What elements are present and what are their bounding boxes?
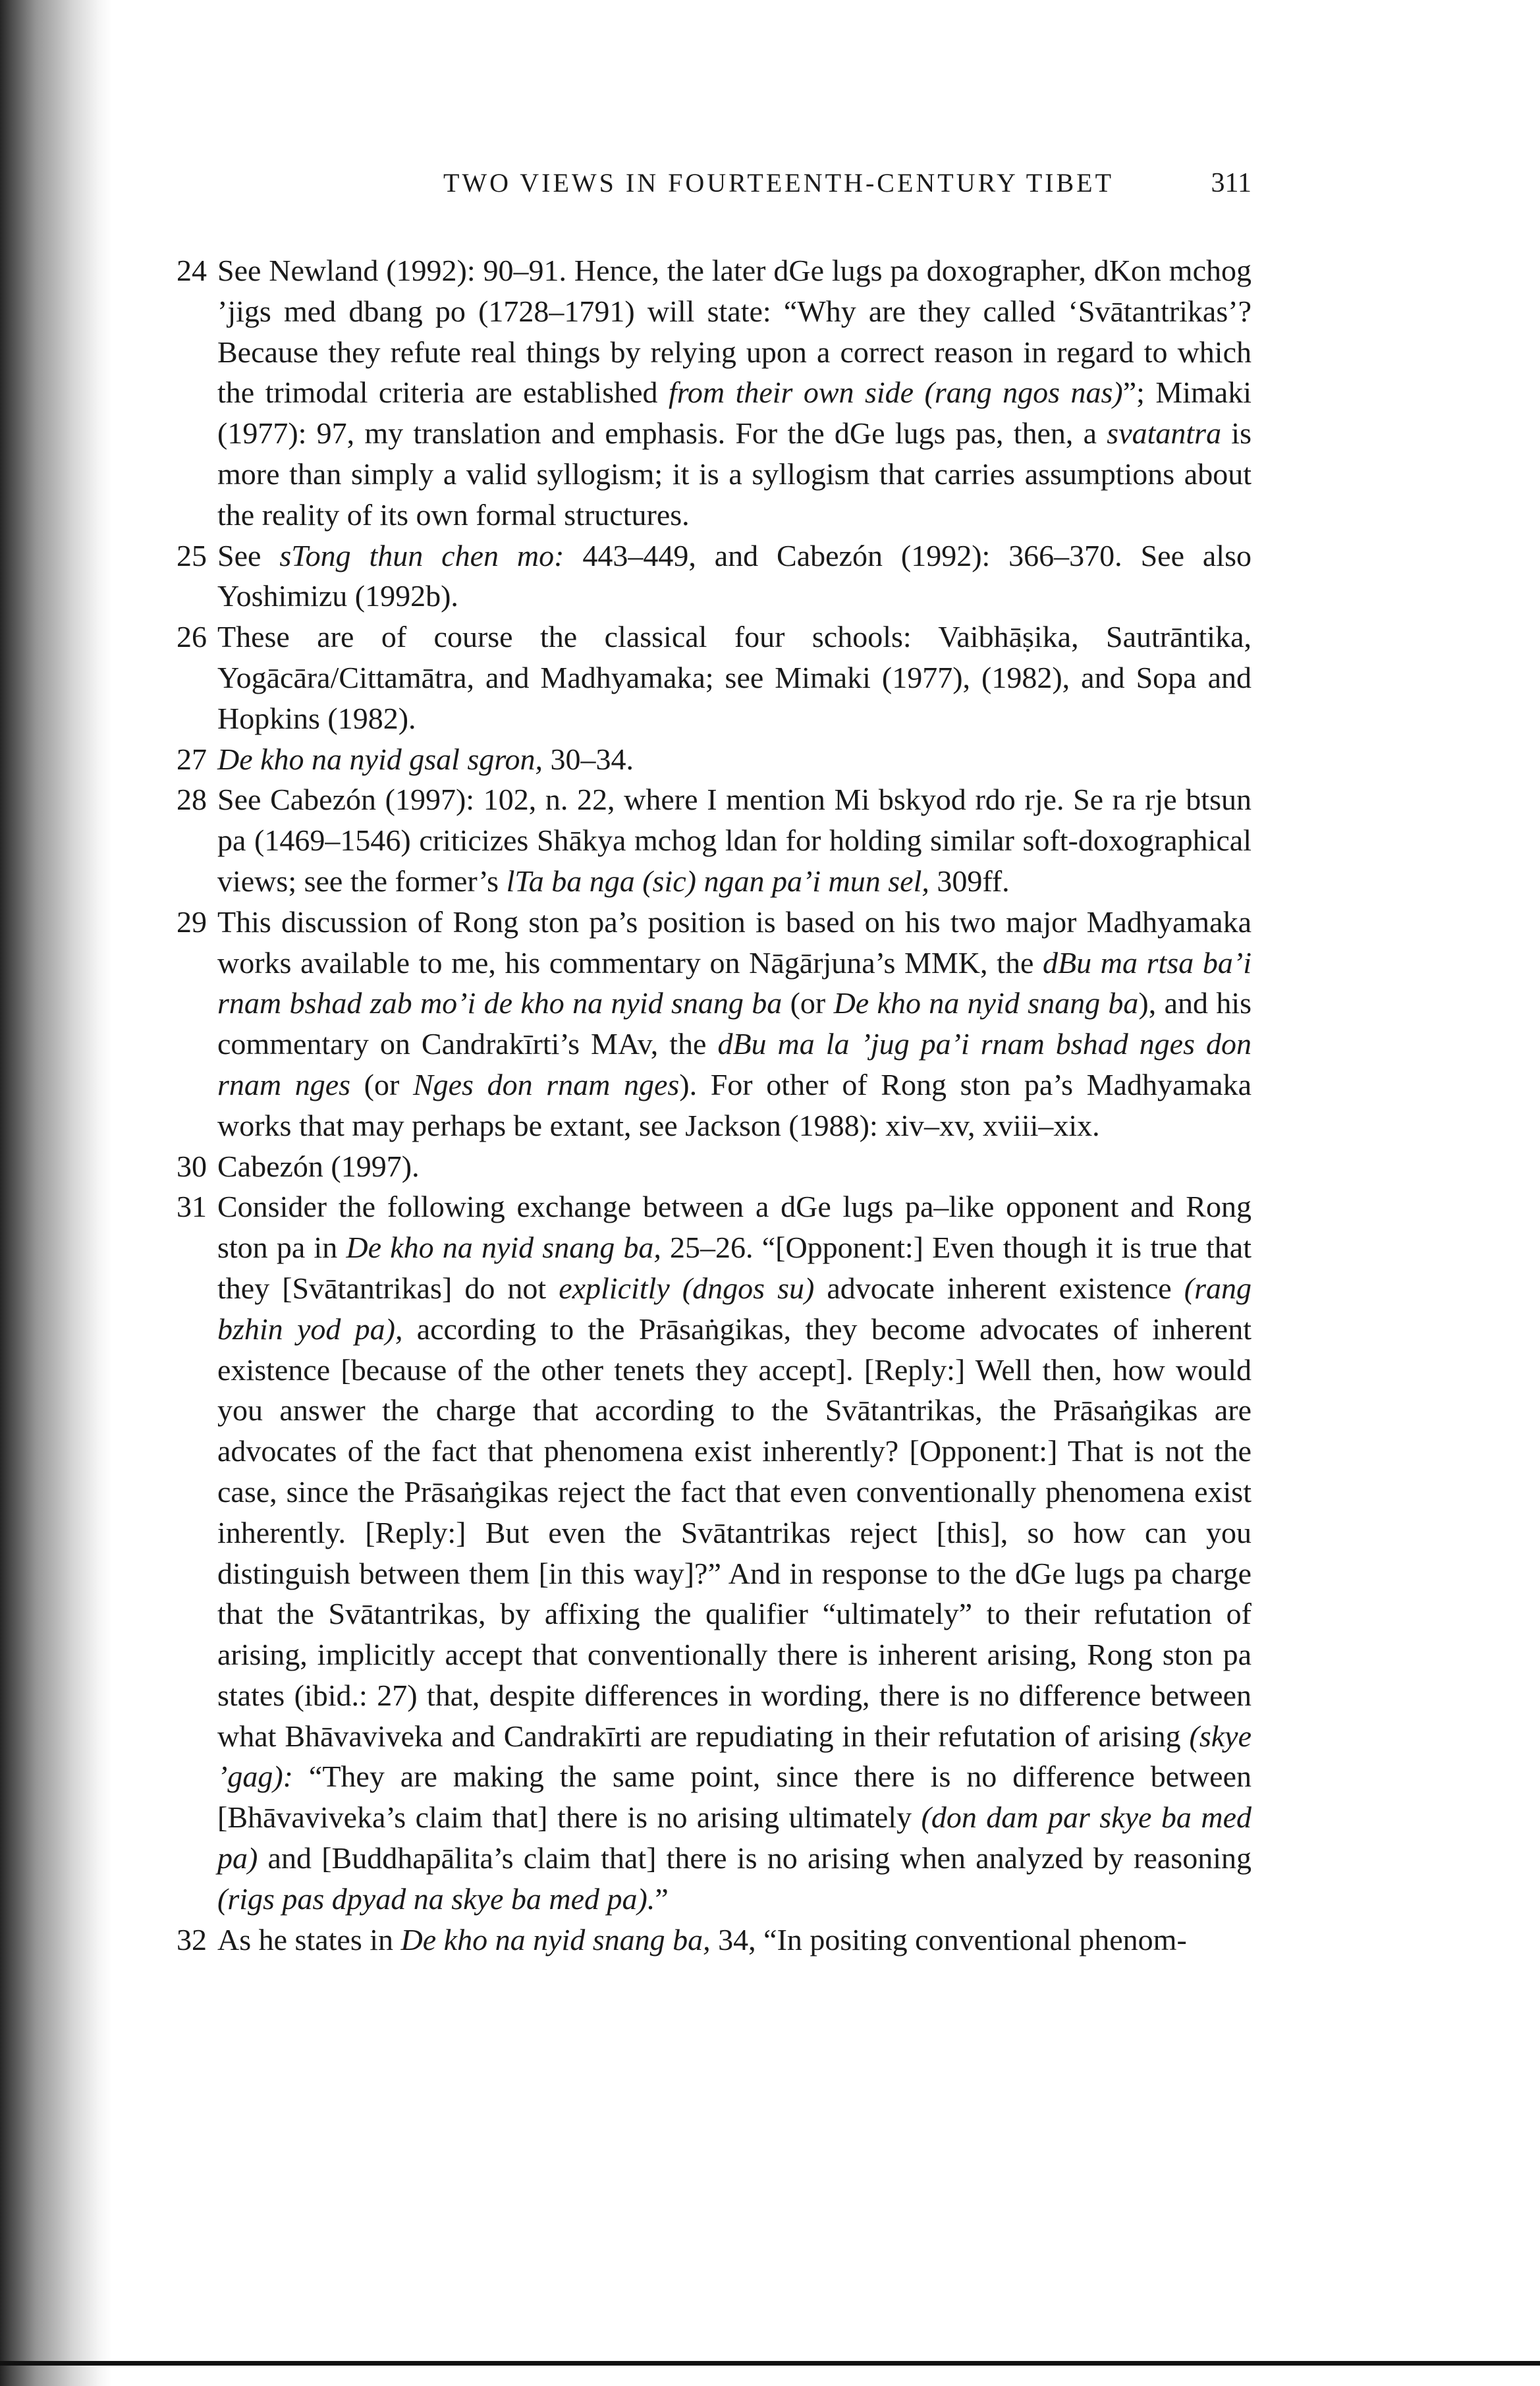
italic-title-segment: from their own side (rang ngos nas)	[668, 375, 1123, 410]
italic-title-segment: lTa ba nga (sic) ngan pa’i mun sel,	[506, 864, 929, 898]
text-segment: This discussion of Rong ston pa’s position is based on his two major Madhyamaka works available to me, his commentary on Nāgārjuna’s MMK, the	[217, 904, 1251, 980]
endnote-30	[177, 1146, 1251, 1187]
text-segment: See Newland (1992): 90–91. Hence, the later dGe lugs pa doxographer, dKon mchog ’jigs med dbang po (1728–1791) will state: “Why are they called ‘Svātantrikas’? Because they refute real things by relying upon a correct reason in regard to which the trimodal criteria are established	[217, 254, 1251, 410]
page-bottom-edge	[0, 2361, 1540, 2366]
endnote-text	[217, 620, 1251, 735]
text-segment: (or	[782, 986, 834, 1020]
endnote-number: 29	[177, 904, 207, 939]
text-segment: 309ff.	[929, 864, 1010, 898]
text-segment: advocate inherent existence	[814, 1271, 1184, 1305]
text-segment: 25–26. “[Opponent:] Even though it is true that they [Svātantrikas] do not	[217, 1231, 1251, 1305]
running-head: TWO VIEWS IN FOURTEENTH-CENTURY TIBET	[443, 168, 1114, 198]
text-segment: is more than simply a valid syllogism; it is a syllogism that carries assumptions about the reality of its own formal structures.	[217, 416, 1251, 532]
endnote-number: 26	[177, 620, 207, 654]
italic-title-segment: (rang bzhin yod pa),	[217, 1271, 1251, 1346]
endnote-32	[177, 1920, 1251, 1960]
italic-title-segment: dBu ma rtsa ba’i rnam bshad zab mo’i de kho na nyid snang ba	[217, 945, 1251, 1020]
endnote-27	[177, 739, 1251, 780]
endnote-26	[177, 617, 1251, 738]
italic-title-segment: (rigs pas dpyad na skye ba med pa).	[217, 1881, 655, 1916]
text-segment: ), and his commentary on Candrakīrti’s MAv, the	[217, 986, 1252, 1061]
endnote-number: 32	[177, 1922, 207, 1956]
endnote-number: 24	[177, 254, 207, 287]
endnote-25	[177, 536, 1251, 617]
text-segment: ). For other of Rong ston pa’s Madhyamaka works that may perhaps be extant, see Jackson (1988): xiv–xv, xviii–xix.	[217, 1067, 1251, 1142]
endnote-24	[177, 250, 1251, 536]
text-segment: Cabezón (1997).	[217, 1149, 420, 1183]
italic-title-segment: De kho na nyid snang ba,	[346, 1231, 661, 1265]
endnote-text	[217, 742, 634, 776]
italic-title-segment: (don dam par skye ba med pa)	[217, 1800, 1251, 1875]
endnote-text	[217, 905, 1251, 1142]
endnote-number: 27	[177, 742, 207, 776]
italic-title-segment: dBu ma la ’jug pa’i rnam bshad nges don rnam nges	[217, 1027, 1251, 1101]
italic-title-segment: Nges don rnam nges	[412, 1067, 680, 1101]
text-segment: and [Buddhapālita’s claim that] there is no arising when analyzed by reasoning	[258, 1841, 1251, 1875]
text-segment: 30–34.	[543, 742, 634, 776]
text-segment: (or	[350, 1067, 413, 1101]
text-segment: See Cabezón (1997): 102, n. 22, where I mention Mi bskyod rdo rje. Se ra rje btsun pa (1469–1546) criticizes Shākya mchog ldan for holding similar soft-doxographical views; see the former’s	[217, 783, 1251, 898]
text-segment: 34, “In positing conventional phenom-	[710, 1922, 1187, 1956]
text-segment: “They are making the same point, since there is no difference between [Bhāvaviveka’s claim that] there is no arising ultimately	[217, 1760, 1251, 1835]
page-number: 311	[1211, 168, 1251, 198]
text-segment: See	[217, 538, 280, 572]
italic-title-segment: De kho na nyid snang ba	[833, 986, 1139, 1020]
text-segment: These are of course the classical four schools: Vaibhāṣika, Sautrāntika, Yogācāra/Cittamātra, and Madhyamaka; see Mimaki (1977), (1982), and Sopa and Hopkins (1982).	[217, 620, 1251, 735]
endnote-number: 25	[177, 538, 207, 572]
text-segment: ”; Mimaki (1977): 97, my translation and emphasis. For the dGe lugs pas, then, a	[217, 375, 1251, 451]
endnote-number: 31	[177, 1190, 207, 1224]
endnote-number: 28	[177, 783, 207, 817]
text-segment: As he states in	[217, 1922, 401, 1956]
endnotes-list	[177, 250, 1251, 1960]
endnote-text	[217, 1190, 1251, 1916]
italic-title-segment: sTong thun chen mo:	[279, 538, 564, 572]
text-segment: ”	[655, 1881, 669, 1916]
endnote-text	[217, 1923, 1187, 1956]
endnote-28	[177, 779, 1251, 901]
endnote-text	[217, 1150, 420, 1183]
endnote-31	[177, 1186, 1251, 1919]
endnote-text	[217, 783, 1251, 898]
italic-title-segment: (skye ’gag):	[217, 1719, 1251, 1794]
endnote-text	[217, 539, 1251, 613]
italic-title-segment: explicitly (dngos su)	[559, 1271, 815, 1305]
italic-title-segment: De kho na nyid gsal sgron,	[217, 742, 543, 776]
italic-title-segment: De kho na nyid snang ba,	[400, 1922, 711, 1956]
text-segment: according to the Prāsaṅgikas, they become advocates of inherent existence [because of the other tenets they accept]. [Reply:] Well then, how would you answer the charge that according to the Svātantrikas, the Prāsaṅgikas are advocates of the fact that phenomena exist inherently? [Opponent:] That is not the case, since the Prāsaṅgikas reject the fact that even conventionally phenomena exist inherently. [Reply:] But even the Svātantrikas reject [this], so how can you distinguish between them [in this way]?” And in response to the dGe lugs pa charge that the Svātantrikas, by affixing the qualifier “ultimately” to their refutation of arising, implicitly accept that conventionally there is inherent arising, Rong ston pa states (ibid.: 27) that, despite differences in wording, there is no difference between what Bhāvaviveka and Candrakīrti are repudiating in their refutation of arising	[217, 1312, 1252, 1753]
endnote-number: 30	[177, 1149, 207, 1183]
text-segment: Consider the following exchange between a dGe lugs pa–like opponent and Rong ston pa in	[217, 1190, 1251, 1265]
text-segment: 443–449, and Cabezón (1992): 366–370. See also Yoshimizu (1992b).	[217, 538, 1251, 613]
scan-spine-shadow	[0, 0, 112, 2386]
endnote-29	[177, 902, 1251, 1146]
endnote-text	[217, 254, 1251, 532]
italic-title-segment: svatantra	[1107, 416, 1222, 451]
